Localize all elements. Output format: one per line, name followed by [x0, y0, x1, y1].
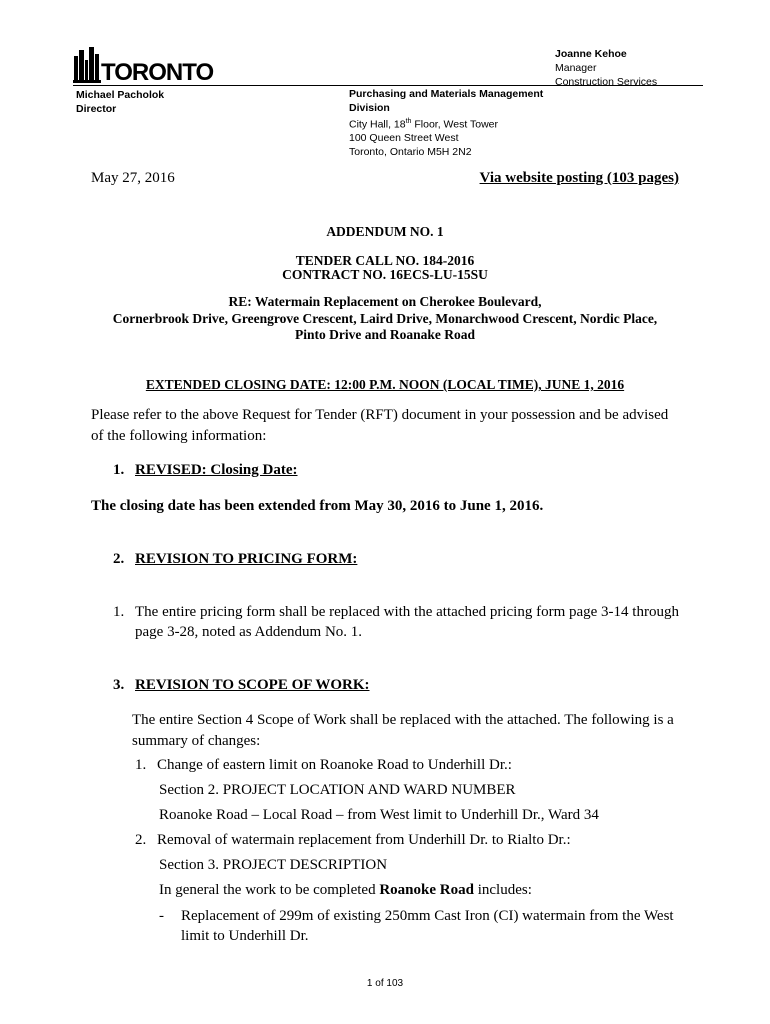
intro-line-2: of the following information:	[91, 428, 267, 444]
director-name: Michael Pacholok	[76, 89, 165, 101]
section-3-item-2-sub-1: Section 3. PROJECT DESCRIPTION	[159, 857, 388, 873]
tender-call-number: TENDER CALL NO. 184-2016	[295, 253, 475, 268]
division-name-line2: Division	[349, 101, 390, 114]
division-address	[349, 88, 543, 159]
letter-date: May 27, 2016	[91, 170, 175, 186]
city-hall-icon	[73, 44, 214, 86]
svg-text:TORONTO: TORONTO	[101, 59, 214, 86]
section-3-heading: 3. REVISION TO SCOPE OF WORK:	[113, 677, 370, 693]
section-3-item-1: 1. Change of eastern limit on Roanoke Road to Underhill Dr.:	[135, 757, 512, 773]
section-3-item-1-sub-1: Section 2. PROJECT LOCATION AND WARD NUMBER	[159, 782, 516, 798]
extended-closing-date: EXTENDED CLOSING DATE: 12:00 P.M. NOON (LOCAL TIME), JUNE 1, 2016	[145, 377, 625, 392]
address-line1: City Hall, 18th Floor, West Tower	[349, 118, 499, 131]
toronto-logo	[73, 44, 214, 86]
bullet-item-cont: limit to Underhill Dr.	[181, 928, 309, 944]
director-title: Director	[76, 103, 117, 115]
division-name-line1: Purchasing and Materials Management	[349, 88, 544, 100]
manager-dept: Construction Services	[555, 76, 658, 88]
section-3-intro: The entire Section 4 Scope of Work shall be replaced with the attached. The following is a summary of changes:	[132, 712, 674, 749]
bullet-dash: -	[159, 908, 164, 924]
contact-left	[76, 88, 164, 116]
section-3-item-1-sub-2: Roanoke Road – Local Road – from West limit to Underhill Dr., Ward 34	[159, 807, 599, 823]
re-line-1: RE: Watermain Replacement on Cherokee Boulevard,	[228, 294, 542, 309]
section-1-heading: 1. REVISED: Closing Date:	[113, 462, 298, 478]
manager-title: Manager	[555, 62, 597, 74]
section-2-item-1: 1. The entire pricing form shall be replaced with the attached pricing form page 3-14 through	[113, 604, 679, 620]
section-2-heading: 2. REVISION TO PRICING FORM:	[113, 551, 358, 567]
manager-name: Joanne Kehoe	[555, 48, 627, 60]
section-3-item-2: 2. Removal of watermain replacement from Underhill Dr. to Rialto Dr.:	[135, 832, 571, 848]
address-line3: Toronto, Ontario M5H 2N2	[349, 145, 472, 158]
re-line-2: Cornerbrook Drive, Greengrove Crescent, Laird Drive, Monarchwood Crescent, Nordic Place,	[112, 311, 658, 326]
re-line-3: Pinto Drive and Roanake Road	[294, 327, 475, 342]
address-line2: 100 Queen Street West	[349, 132, 459, 144]
section-3-item-2-sub-2: In general the work to be completed Roanoke Road includes:	[159, 882, 532, 898]
page-number: 1 of 103	[366, 978, 404, 989]
header-divider	[73, 85, 703, 86]
contract-number: CONTRACT NO. 16ECS-LU-15SU	[282, 267, 488, 282]
addendum-title: ADDENDUM NO. 1	[326, 224, 444, 239]
contact-right	[555, 47, 657, 89]
intro-paragraph	[91, 405, 668, 447]
section-1-body: The closing date has been extended from May 30, 2016 to June 1, 2016.	[91, 498, 544, 514]
delivery-method: Via website posting (103 pages)	[479, 170, 679, 186]
bullet-item: - Replacement of 299m of existing 250mm Cast Iron (CI) watermain from the West	[159, 906, 674, 927]
section-2-item-1-cont: page 3-28, noted as Addendum No. 1.	[135, 624, 363, 640]
intro-line-1: Please refer to the above Request for Tender (RFT) document in your possession and be advised	[91, 407, 669, 423]
